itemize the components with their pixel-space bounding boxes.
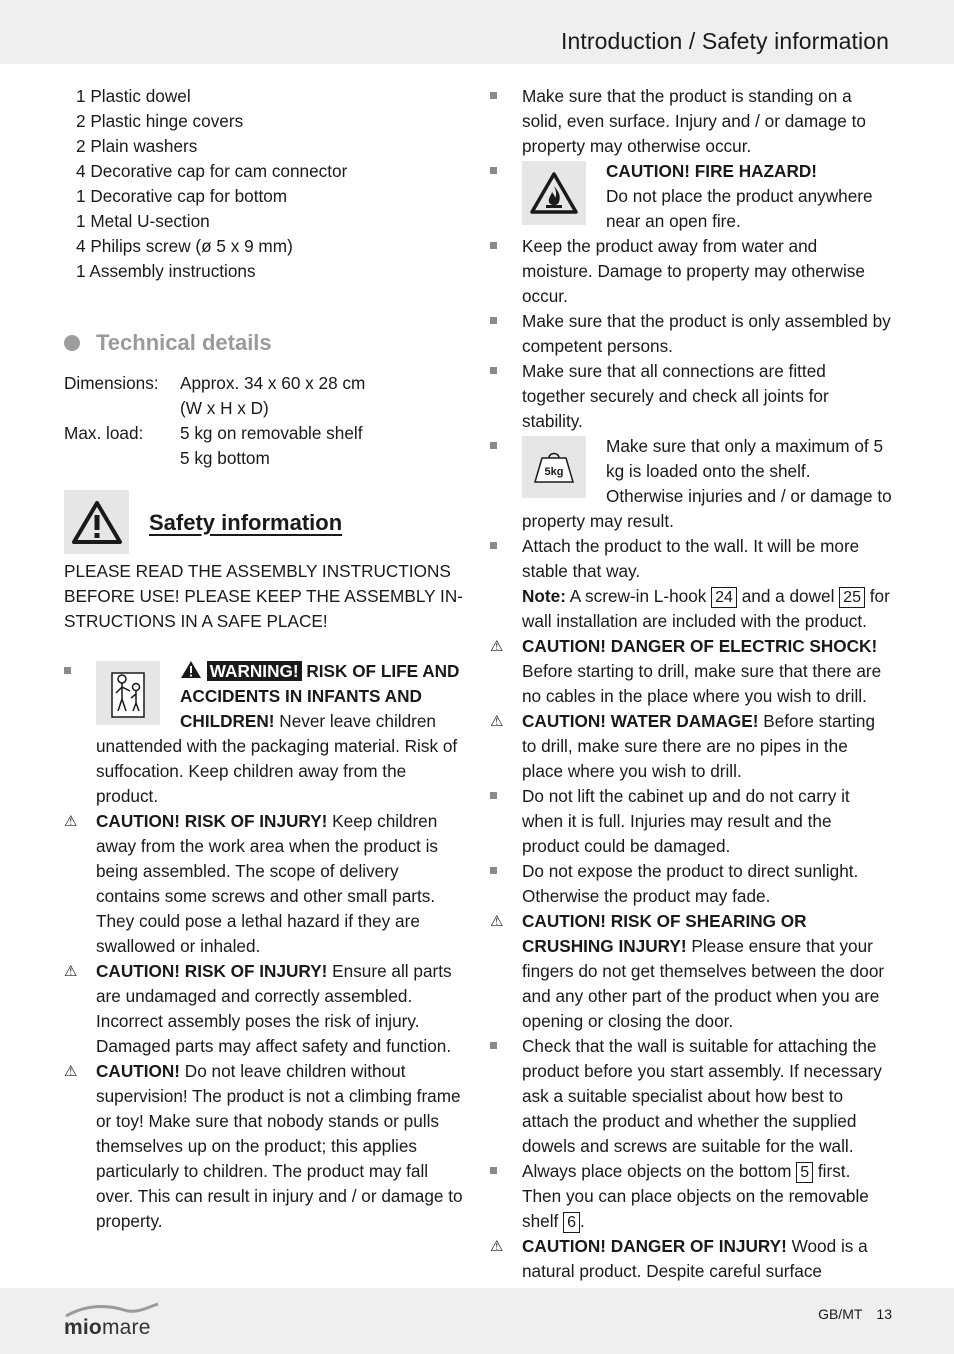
square-bullet-icon: [490, 84, 510, 109]
list-item: [490, 234, 892, 309]
fire-hazard-item: [490, 159, 892, 234]
note-label: Note:: [522, 586, 566, 606]
square-bullet-icon: [490, 359, 510, 384]
section-bullet-icon: [64, 335, 80, 351]
left-column: [64, 84, 464, 1234]
caution-heading: CAUTION! RISK OF INJURY!: [96, 961, 328, 981]
caution-item: [490, 909, 892, 1034]
page-title: Introduction / Safety information: [560, 28, 889, 54]
parts-list-item: 1 Plastic dowel: [76, 86, 191, 106]
weight-label: 5kg: [544, 466, 564, 478]
miomare-logo: [64, 1302, 164, 1346]
square-bullet-icon: [490, 784, 510, 809]
safety-notice-line: PLEASE READ THE ASSEMBLY INSTRUCTIONS: [64, 561, 451, 581]
caution-triangle-icon: ⚠: [490, 1238, 504, 1255]
brand-name-bold: mio: [64, 1316, 102, 1339]
square-bullet-icon: [490, 159, 510, 184]
note-text: for wall installation are included with the product.: [522, 586, 890, 631]
list-item: [490, 309, 892, 359]
caution-item: [64, 959, 464, 1059]
warning-children-item: [64, 659, 464, 809]
part-number: 5: [796, 1162, 813, 1183]
square-bullet-icon: [64, 659, 84, 684]
safety-notice-line: STRUCTIONS IN A SAFE PLACE!: [64, 611, 328, 631]
square-bullet-icon: [490, 309, 510, 334]
list-item: [490, 84, 892, 159]
tech-row-dimensions-cont: [64, 396, 464, 421]
tech-value: (W x H x D): [180, 398, 269, 418]
caution-heading: CAUTION!: [96, 1061, 181, 1081]
brand-name-light: mare: [101, 1316, 151, 1339]
list-item-text: first. Then you can place objects on the removable shelf: [522, 1161, 869, 1231]
fire-hazard-icon: [522, 161, 586, 225]
caution-text: Ensure all parts are undamaged and correctly assembled. Incorrect assembly poses the risk of injury. Damaged parts may affect safety and function.: [96, 961, 452, 1056]
list-item-text: Do not lift the cabinet up and do not carry it when it is full. Injuries may result and the product could be damaged.: [522, 786, 850, 856]
list-item: [490, 359, 892, 434]
list-item-text: Always place objects on the bottom: [522, 1161, 797, 1181]
tech-value: 5 kg on removable shelf: [180, 423, 363, 443]
list-item-text: Attach the product to the wall. It will be more stable that way.: [522, 536, 860, 581]
safety-heading: [64, 490, 464, 554]
list-item: [490, 859, 892, 909]
square-bullet-icon: [490, 534, 510, 559]
part-number: 25: [839, 587, 865, 608]
list-item-text: Do not expose the product to direct sunlight. Otherwise the product may fade.: [522, 861, 859, 906]
caution-text: Please ensure that your fingers do not get themselves between the door and any other part of the product when you are opening or closing the door.: [522, 936, 885, 1031]
parts-list-item: 4 Philips screw (ø 5 x 9 mm): [76, 236, 293, 256]
caution-item: [64, 809, 464, 959]
child-packaging-icon: [96, 661, 160, 725]
caution-heading: CAUTION! RISK OF SHEARING OR CRUSHING INJURY!: [522, 911, 807, 956]
fire-heading: CAUTION! FIRE HAZARD!: [606, 161, 818, 181]
list-item: [490, 1034, 892, 1159]
list-item-text: Make sure that only a maximum of 5 kg is loaded onto the shelf. Otherwise injuries and / or damage to property may result.: [522, 436, 892, 531]
weight-icon: [522, 436, 586, 498]
square-bullet-icon: [490, 859, 510, 884]
caution-text: Keep children away from the work area when the product is being assembled. The scope of delivery contains some screws and other small parts. They could pose a lethal hazard if they are swallowed or inhaled.: [96, 811, 439, 956]
caution-item: [490, 634, 892, 709]
caution-heading: CAUTION! WATER DAMAGE!: [522, 711, 759, 731]
caution-item: [490, 1234, 892, 1284]
caution-triangle-icon: ⚠: [64, 813, 78, 830]
parts-list-item: 2 Plain washers: [76, 136, 198, 156]
list-item: [490, 534, 892, 634]
caution-text: Before starting to drill, make sure there are no pipes in the place where you wish to drill.: [522, 711, 876, 781]
list-item-text: Check that the wall is suitable for attaching the product before you start assembly. If necessary ask a suitable specialist about how best to attach the product and whether the supplied dowels and screws are suitable for the wall.: [522, 1036, 882, 1156]
caution-text: Wood is a natural product. Despite careful surface: [522, 1236, 868, 1281]
max-load-item: [490, 434, 892, 534]
warning-heading: RISK OF LIFE AND ACCIDENTS IN INFANTS AND CHILDREN!: [180, 661, 460, 731]
page-footer: [0, 1288, 954, 1354]
tech-label: Max. load:: [64, 423, 144, 443]
note-text: and a dowel: [736, 586, 840, 606]
safety-notice: [64, 559, 464, 634]
parts-list-item: 1 Assembly instructions: [76, 261, 256, 281]
region-code: GB/MT: [818, 1306, 863, 1322]
caution-text: Do not leave children without supervision! The product is not a climbing frame or toy! Make sure that nobody stands or pulls themselves up on the product; this applies particularly to children. The product may fall over. This can result in injury and / or damage to property.: [96, 1061, 463, 1231]
list-item-text: Keep the product away from water and moisture. Damage to property may otherwise occur.: [522, 236, 865, 306]
right-column: [490, 84, 892, 1284]
caution-heading: CAUTION! DANGER OF ELECTRIC SHOCK!: [522, 636, 878, 656]
technical-details-title: Technical details: [96, 330, 272, 355]
warning-small-triangle-icon: [180, 661, 207, 681]
technical-details-table: [64, 371, 464, 471]
caution-item: [490, 709, 892, 784]
page-number: 13: [876, 1306, 892, 1322]
caution-item: [64, 1059, 464, 1234]
warning-label: WARNING!: [207, 661, 302, 681]
parts-list-item: 1 Metal U-section: [76, 211, 210, 231]
list-item-text: Make sure that all connections are fitted together securely and check all joints for stability.: [522, 361, 829, 431]
note: [522, 584, 892, 634]
caution-triangle-icon: ⚠: [64, 1063, 78, 1080]
square-bullet-icon: [490, 1034, 510, 1059]
safety-notice-line: BEFORE USE! PLEASE KEEP THE ASSEMBLY IN-: [64, 586, 463, 606]
square-bullet-icon: [490, 434, 510, 459]
warning-triangle-icon: [64, 490, 129, 554]
list-item-text: Make sure that the product is only assembled by competent persons.: [522, 311, 891, 356]
list-item: [490, 784, 892, 859]
part-number: 24: [711, 587, 737, 608]
caution-triangle-icon: ⚠: [64, 963, 78, 980]
caution-heading: CAUTION! DANGER OF INJURY!: [522, 1236, 787, 1256]
parts-list-item: 4 Decorative cap for cam connector: [76, 161, 348, 181]
safety-title: Safety information: [149, 509, 343, 535]
square-bullet-icon: [490, 234, 510, 259]
tech-value: 5 kg bottom: [180, 448, 270, 468]
tech-value: Approx. 34 x 60 x 28 cm: [180, 373, 366, 393]
caution-heading: CAUTION! RISK OF INJURY!: [96, 811, 328, 831]
parts-list-item: 2 Plastic hinge covers: [76, 111, 244, 131]
technical-details-heading: [64, 330, 464, 355]
warning-text: Never leave children unattended with the packaging material. Risk of suffocation. Keep children away from the product.: [96, 711, 458, 806]
page-info: [804, 1306, 892, 1322]
parts-list-item: 1 Decorative cap for bottom: [76, 186, 288, 206]
parts-list: [76, 84, 464, 284]
fire-text: Do not place the product anywhere near an open fire.: [606, 186, 873, 231]
tech-label: Dimensions:: [64, 373, 159, 393]
part-number: 6: [563, 1212, 580, 1233]
caution-triangle-icon: ⚠: [490, 713, 504, 730]
list-item: [490, 1159, 892, 1234]
caution-triangle-icon: ⚠: [490, 638, 504, 655]
list-item-text: .: [580, 1211, 585, 1231]
tech-row-dimensions: [64, 371, 464, 396]
tech-row-maxload-cont: [64, 446, 464, 471]
caution-text: Before starting to drill, make sure that there are no cables in the place where you wish to drill.: [522, 661, 882, 706]
tech-row-maxload: [64, 421, 464, 446]
list-item-text: Make sure that the product is standing on a solid, even surface. Injury and / or damage to property may otherwise occur.: [522, 86, 866, 156]
page-header: [0, 0, 954, 64]
caution-triangle-icon: ⚠: [490, 913, 504, 930]
square-bullet-icon: [490, 1159, 510, 1184]
note-text: A screw-in L-hook: [565, 586, 712, 606]
